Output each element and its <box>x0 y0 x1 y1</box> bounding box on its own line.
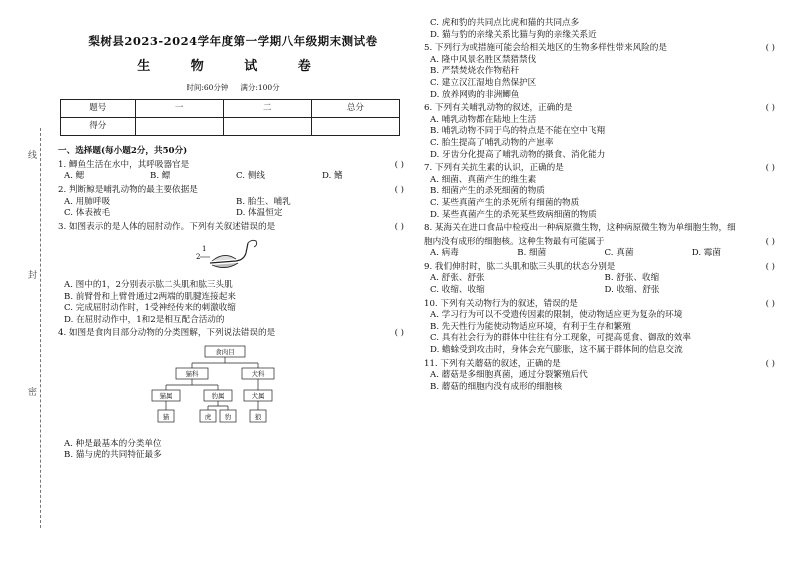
option[interactable]: B. 胎生、哺乳 <box>236 196 291 207</box>
full-score: 满分:100分 <box>240 83 280 93</box>
option-row <box>58 197 408 209</box>
answer-paren[interactable]: ( ) <box>394 328 404 339</box>
tree-node-order: 食肉目 <box>215 347 235 356</box>
right-column <box>424 18 779 393</box>
biceps-shape <box>212 256 236 262</box>
option[interactable]: B. 细菌 <box>517 248 547 259</box>
option[interactable]: C. 真菌 <box>604 248 634 259</box>
option[interactable]: D. 鳍 <box>322 171 343 182</box>
option[interactable]: C. 胎生提高了哺乳动物的产崽率 <box>430 137 554 148</box>
answer-paren[interactable]: ( ) <box>765 358 775 369</box>
option[interactable]: B. 前臂骨和上臂骨通过2两端的肌腱连接起来 <box>64 291 236 302</box>
option[interactable]: B. 舒张、收缩 <box>604 273 660 284</box>
score-input[interactable] <box>135 118 223 136</box>
option-row <box>58 208 408 220</box>
score-table <box>60 99 400 136</box>
score-cell: 得分 <box>61 118 136 136</box>
score-cell: 一 <box>135 100 223 118</box>
option[interactable]: D. 放养网购的非洲鲫鱼 <box>430 89 520 100</box>
option[interactable]: A. 学习行为可以不受遗传因素的限制，使动物适应更为复杂的环境 <box>430 310 683 321</box>
question-stem: 8. 某海关在进口食品中检疫出一种病原微生物，这种病原微生物为单细胞生物，细 <box>424 223 736 234</box>
option[interactable]: B. 哺乳动物不同于鸟的特点是不能在空中飞翔 <box>430 126 606 137</box>
option[interactable]: B. 鳔 <box>150 171 171 182</box>
option[interactable]: D. 霉菌 <box>691 248 721 259</box>
option[interactable]: B. 先天性行为能使动物适应环境，有利于生存和繁殖 <box>430 321 631 332</box>
option[interactable]: D. 体温恒定 <box>236 208 283 219</box>
time-limit: 时间:60分钟 <box>186 83 229 93</box>
tree-node-genus: 豹属 <box>211 391 225 400</box>
subject-title: 生 物 试 卷 <box>137 58 329 74</box>
answer-paren[interactable]: ( ) <box>765 236 775 247</box>
option-row <box>424 248 779 260</box>
score-input[interactable] <box>311 118 399 136</box>
tree-node-species: 虎 <box>204 412 212 421</box>
option[interactable]: D. 蟾蜍受到攻击时，身体会充气膨胀，这不属于群体间的信息交流 <box>430 345 683 356</box>
binding-mark: 封 <box>28 271 38 281</box>
elbow-flexion-figure <box>196 237 266 273</box>
tree-node-species: 豹 <box>224 412 232 421</box>
option[interactable]: D. 牙齿分化提高了哺乳动物的摄食、消化能力 <box>430 149 606 160</box>
tree-node-species: 狼 <box>254 412 262 421</box>
question-stem: 6. 下列有关哺乳动物的叙述，正确的是 ( ) <box>424 103 775 114</box>
left-column <box>58 26 408 462</box>
section-heading: 一、选择题(每小题2分，共50分) <box>58 146 188 157</box>
question-stem: 1. 鲫鱼生活在水中，其呼吸器官是 ( ) <box>58 159 404 170</box>
option[interactable]: D. 猫与豹的亲缘关系比猫与狗的亲缘关系近 <box>430 29 597 40</box>
option[interactable]: A. 种是最基本的分类单位 <box>64 438 162 449</box>
question-stem: 2. 判断鲸是哺乳动物的最主要依据是 ( ) <box>58 184 404 195</box>
tree-node-genus: 猫属 <box>159 391 173 400</box>
answer-paren[interactable]: ( ) <box>765 103 775 114</box>
binding-mark: 密 <box>28 388 38 398</box>
question-stem: 3. 如图表示的是人体的屈肘动作。下列有关叙述错误的是 ( ) <box>58 221 404 232</box>
score-cell: 总分 <box>311 100 399 118</box>
tree-node-family: 猫科 <box>185 369 199 378</box>
question-stem-continued: 胞内没有成形的细胞核。这种生物最有可能属于 ( ) <box>424 236 775 247</box>
option[interactable]: A. 鳃 <box>64 171 85 182</box>
option-row <box>424 273 779 285</box>
option-row <box>58 171 408 183</box>
binding-line <box>40 128 42 528</box>
option[interactable]: A. 隆中风景名胜区禁猎禁伐 <box>430 54 537 65</box>
score-cell: 题号 <box>61 100 136 118</box>
option[interactable]: A. 舒张、舒张 <box>430 273 485 284</box>
score-input[interactable] <box>223 118 311 136</box>
option[interactable]: C. 体表被毛 <box>64 208 111 219</box>
exam-title: 梨树县2023-2024学年度第一学期八年级期末测试卷 <box>88 34 378 48</box>
option[interactable]: C. 建立汉江湿地自然保护区 <box>430 77 537 88</box>
tree-node-species: 猫 <box>162 412 170 421</box>
muscle-label: 2 <box>196 253 201 262</box>
answer-paren[interactable]: ( ) <box>765 163 775 174</box>
score-cell: 二 <box>223 100 311 118</box>
classification-tree-figure <box>150 344 300 430</box>
option[interactable]: C. 侧线 <box>236 171 265 182</box>
answer-paren[interactable]: ( ) <box>394 221 404 232</box>
option[interactable]: C. 收缩、收缩 <box>430 285 485 296</box>
option[interactable]: B. 严禁焚烧农作物秸秆 <box>430 66 520 77</box>
option[interactable]: B. 猫与虎的共同特征最多 <box>64 450 162 461</box>
question-stem: 11. 下列有关蘑菇的叙述，正确的是 ( ) <box>424 358 775 369</box>
option[interactable]: A. 用肺呼吸 <box>64 196 111 207</box>
answer-paren[interactable]: ( ) <box>394 159 404 170</box>
option[interactable]: A. 蘑菇是多细胞真菌，通过分裂繁殖后代 <box>430 370 588 381</box>
exam-meta <box>58 83 408 93</box>
option[interactable]: A. 哺乳动物都在陆地上生活 <box>430 114 537 125</box>
answer-paren[interactable]: ( ) <box>765 43 775 54</box>
option[interactable]: D. 收缩、舒张 <box>604 285 660 296</box>
option[interactable]: D. 在屈肘动作中，1和2是相互配合活动的 <box>64 314 225 325</box>
binding-mark: 线 <box>28 151 38 161</box>
question-stem: 4. 如图是食肉目部分动物的分类图解，下列说法错误的是 ( ) <box>58 328 404 339</box>
option-row <box>424 285 779 297</box>
option[interactable]: C. 某些真菌产生的杀死所有细菌的物质 <box>430 197 580 208</box>
option[interactable]: C. 完成屈肘动作时，1受神经传来的刺激收缩 <box>64 303 236 314</box>
option[interactable]: B. 细菌产生的杀死细菌的物质 <box>430 186 545 197</box>
option[interactable]: D. 某些真菌产生的杀死某些致病细菌的物质 <box>430 209 597 220</box>
tree-node-family: 犬科 <box>251 369 265 378</box>
triceps-shape <box>212 263 238 268</box>
option[interactable]: A. 病毒 <box>430 248 459 259</box>
question-stem: 10. 下列有关动物行为的叙述，错误的是 ( ) <box>424 298 775 309</box>
question-stem: 7. 下列有关抗生素的认识，正确的是 ( ) <box>424 163 775 174</box>
muscle-label: 1 <box>202 245 207 254</box>
question-stem: 9. 我们伸肘时，肱二头肌和肱三头肌的状态分别是 ( ) <box>424 261 775 272</box>
hand-shape <box>248 241 257 248</box>
option[interactable]: A. 细菌、真菌产生的维生素 <box>430 174 537 185</box>
option[interactable]: C. 具有社会行为的群体中往往有分工现象，可提高觅食、御敌的效率 <box>430 333 691 344</box>
tree-node-genus: 犬属 <box>251 391 265 400</box>
answer-paren[interactable]: ( ) <box>394 184 404 195</box>
option[interactable]: A. 图中的1，2分别表示肱二头肌和肱三头肌 <box>64 279 233 290</box>
option[interactable]: C. 虎和豹的共同点比虎和猫的共同点多 <box>430 18 580 28</box>
answer-paren[interactable]: ( ) <box>765 298 775 309</box>
option[interactable]: B. 蘑菇的细胞内没有成形的细胞核 <box>430 381 563 392</box>
question-stem: 5. 下列行为或措施可能会给相关地区的生物多样性带来风险的是 ( ) <box>424 43 775 54</box>
answer-paren[interactable]: ( ) <box>765 261 775 272</box>
